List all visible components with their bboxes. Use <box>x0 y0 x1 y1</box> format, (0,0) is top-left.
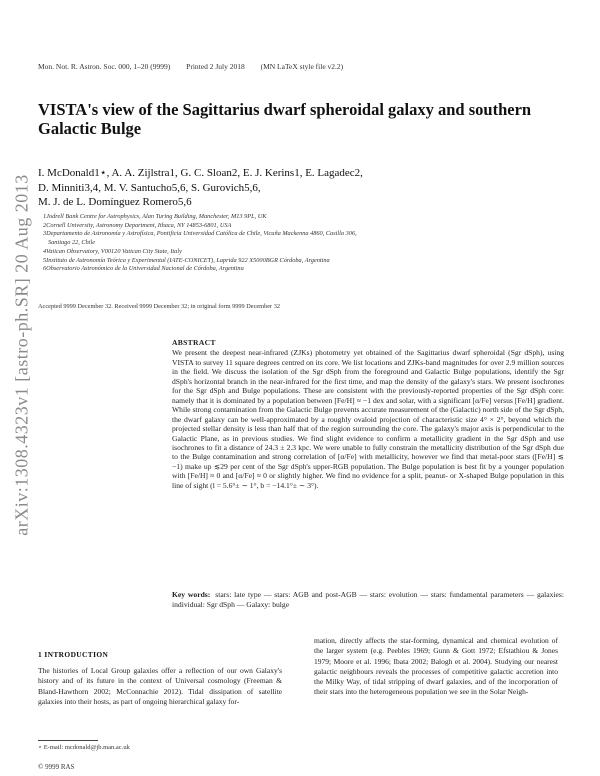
author-line: D. Minniti3,4, M. V. Santucho5,6, S. Gurovich5,6, <box>38 181 261 194</box>
journal-citation: Mon. Not. R. Astron. Soc. 000, 1–20 (9999) <box>38 62 171 71</box>
author-list <box>38 166 568 210</box>
abstract-heading: ABSTRACT <box>172 338 216 347</box>
keywords-text: stars: late type — stars: AGB and post-AGB — stars: evolution — stars: fundamental parameters — galaxies: individual: Sgr dSph — Galaxy: bulge <box>172 590 564 609</box>
abstract <box>172 338 564 490</box>
affiliation-list <box>43 213 563 274</box>
paper-title: VISTA's view of the Sagittarius dwarf spheroidal galaxy and southern Galactic Bulge <box>38 100 532 138</box>
arxiv-stamp <box>2 150 42 560</box>
footnote-email: ⋆ E-mail: mcdonald@jb.man.ac.uk <box>38 744 130 751</box>
affiliation: 1Jodrell Bank Centre for Astrophysics, Alan Turing Building, Manchester, M13 9PL, UK <box>43 213 267 220</box>
copyright: © 9999 RAS <box>38 763 75 771</box>
arxiv-stamp-text: arXiv:1308.4323v1 [astro-ph.SR] 20 Aug 2013 <box>11 174 32 536</box>
style-file: (MN LaTeX style file v2.2) <box>260 62 344 71</box>
keywords-label: Key words: <box>172 590 211 599</box>
keywords <box>172 590 564 609</box>
intro-left-column: The histories of Local Group galaxies offer a reflection of our own Galaxy's history and of its future in the context of Universal cosmology (Freeman & Bland-Hawthorn 2002; McConnachie 2012). Tidal dissipation of satellite galaxies into their hosts, as part of ongoing hierarchical galaxy for- <box>38 666 282 706</box>
author-line: M. J. de L. Domínguez Romero5,6 <box>38 196 192 208</box>
footnote-rule <box>38 740 98 741</box>
affiliation: 2Cornell University, Astronomy Department, Ithaca, NY 14853-6801, USA <box>43 221 232 229</box>
section-heading: 1 INTRODUCTION <box>38 650 109 659</box>
abstract-text: We present the deepest near-infrared (ZJKs) photometry yet obtained of the Sagittarius dwarf spheroidal (Sgr dSph), using VISTA to survey 11 square degrees centred on its core. We list locations and ZJKs-band magnitudes for over 2.9 million sources in the field. We discuss the isolation of the Sgr dSph from the foreground and Galactic Bulge populations, identify the Sgr dSph's horizontal branch in the near-infrared for the first time, and map the density of the galaxy's stars. We present isochrones for the Sgr dSph and Bulge populations. These are consistent with the previously-reported properties of the Sgr dSph core: namely that it is dominated by a population between [Fe/H] ≈ −1 dex and solar, with a significant [α/Fe] versus [Fe/H] gradient. While strong contamination from the Galactic Bulge prevents accurate measurement of the (Galactic) north side of the Sgr dSph, the dwarf galaxy can be well-approximated by a roughly ovaloid projection of characteristic size 4° × 2°, beyond which the projected stellar density is less than half that of the region surrounding the core. The galaxy's major axis is perpendicular to the Galactic Plane, as in previous studies. We find slight evidence to confirm a metallicity gradient in the Sgr dSph and use isochrones to fit a distance of 24.3 ± 2.3 kpc. We were unable to fully constrain the metallicity distribution of the Sgr dSph due to the Bulge contamination and strong correlation of [α/Fe] with metallicity, however we find that metal-poor stars ([Fe/H] ≲ −1) make up ≲29 per cent of the Sgr dSph's upper-RGB population. The Bulge population is best fit by a younger population with [Fe/H] ≈ 0 and [α/Fe] ≈ 0 or slightly higher. We find no evidence for a split, peanut- or X-shaped Bulge population in this line of sight (l = 5.6°± ∼ 1°, b = −14.1°± ∼ 3°). <box>172 348 565 490</box>
affiliation: 5Instituto de Astronomía Teórica y Experimental (IATE-CONICET), Laprida 922 X5000BGR Córdoba, Argentina <box>43 256 330 264</box>
accepted-line: Accepted 9999 December 32. Received 9999 December 32; in original form 9999 December 32 <box>38 303 280 310</box>
affiliation: 6Observatorio Astronómico de la Universidad Nacional de Córdoba, Argentina <box>43 265 244 273</box>
printed-date: Printed 2 July 2018 <box>186 62 245 71</box>
journal-header <box>38 62 357 71</box>
affiliation: 4Vatican Observatory, V00120 Vatican City State, Italy <box>43 247 182 255</box>
affiliation: Santiago 22, Chile <box>48 239 96 247</box>
affiliation: 3Departamento de Astronomía y Astrofísica, Pontificia Universidad Católica de Chile, Vicuña Mackenna 4860, Casilla 306, <box>43 230 357 238</box>
author-line: I. McDonald1⋆, A. A. Zijlstra1, G. C. Sloan2, E. J. Kerins1, E. Lagadec2, <box>38 167 363 179</box>
intro-right-column: mation, directly affects the star-forming, dynamical and chemical evolution of the larger system (e.g. Peebles 1969; Gunn & Gott 1972; Efstathiou & Jones 1979; Moore et al. 1996; Ibata 2002; Balogh et al. 2004). Studying our nearest galactic neighbours reveals the processes of competitive galactic accretion into the Milky Way, of tidal stripping of dwarf galaxies, and of the incorporation of their stars into the heterogeneous population we see in the Solar Neigh- <box>314 636 558 697</box>
